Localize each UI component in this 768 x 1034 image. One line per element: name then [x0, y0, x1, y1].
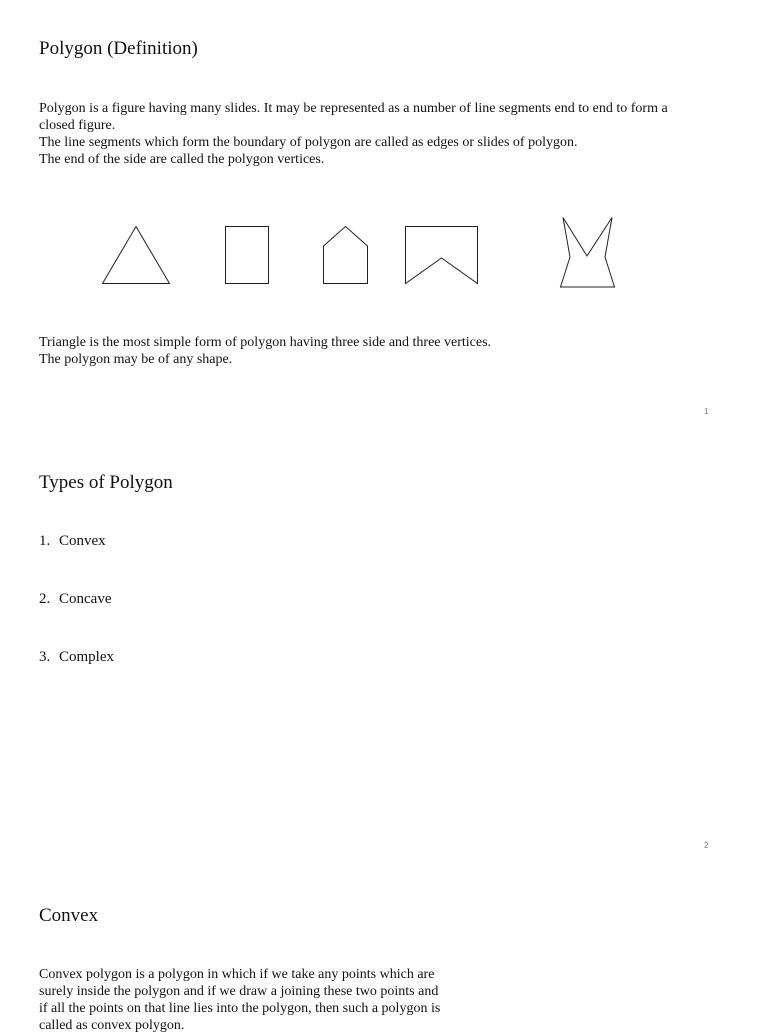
- list-item-label: Complex: [59, 649, 114, 665]
- list-item-number: 2.: [39, 591, 51, 607]
- list-item: [39, 533, 106, 550]
- page-number: 2: [704, 841, 709, 850]
- list-item: [39, 649, 114, 666]
- rectangle-icon: [225, 226, 269, 284]
- list-item: [39, 591, 111, 608]
- star-like-polygon-icon: [560, 217, 616, 288]
- list-item-label: Concave: [59, 591, 112, 607]
- slide3-paragraph-line: called as convex polygon.: [39, 1018, 185, 1033]
- notched-rectangle-icon: [405, 226, 478, 284]
- slide1-paragraph-line: closed figure.: [39, 118, 116, 133]
- slide1-paragraph-line: The line segments which form the boundary of polygon are called as edges or slides of polygon.: [39, 135, 578, 150]
- slide3-paragraph-line: if all the points on that line lies into the polygon, then such a polygon is: [39, 1001, 441, 1016]
- slide1-paragraph: [39, 100, 668, 168]
- slide1-note-line: The polygon may be of any shape.: [39, 352, 233, 367]
- slide1-paragraph-line: The end of the side are called the polygon vertices.: [39, 152, 325, 167]
- slide3-title: Convex: [39, 905, 99, 926]
- slide2-title: Types of Polygon: [39, 472, 173, 493]
- list-item-number: 1.: [39, 533, 51, 549]
- slide3-paragraph-line: surely inside the polygon and if we draw a joining these two points and: [39, 984, 439, 999]
- pentagon-icon: [323, 226, 368, 284]
- slide3-paragraph-line: Convex polygon is a polygon in which if we take any points which are: [39, 967, 435, 982]
- list-item-label: Convex: [59, 533, 106, 549]
- triangle-icon: [102, 226, 170, 284]
- slide1-title: Polygon (Definition): [39, 38, 198, 59]
- list-item-number: 3.: [39, 649, 51, 665]
- page-number: 1: [704, 407, 709, 416]
- slide1-note-line: Triangle is the most simple form of polygon having three side and three vertices.: [39, 335, 492, 350]
- slide1-note: [39, 334, 491, 368]
- slide1-paragraph-line: Polygon is a figure having many slides. It may be represented as a number of line segments end to end to form a: [39, 101, 668, 116]
